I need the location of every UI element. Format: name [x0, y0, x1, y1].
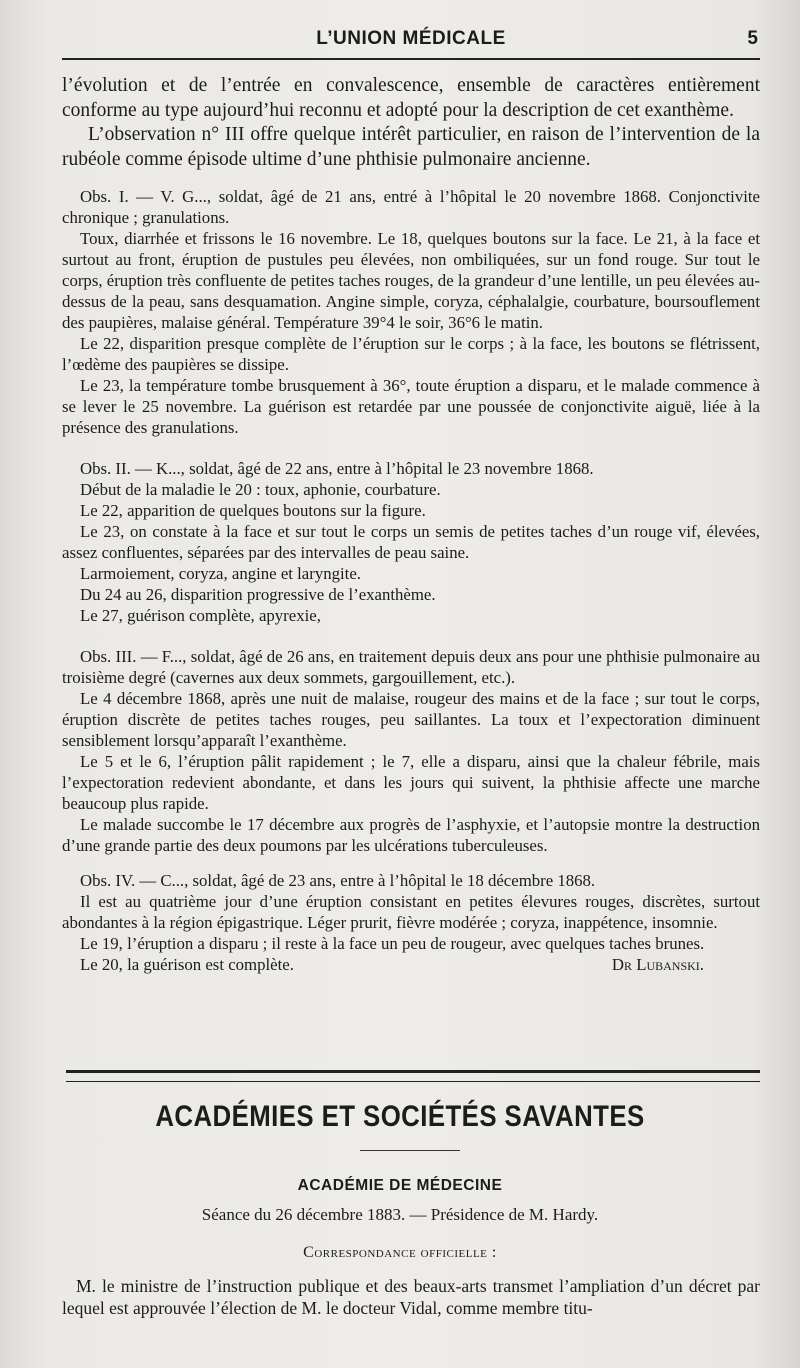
obs4-paragraph: Obs. IV. — C..., soldat, âgé de 23 ans, entre à l’hôpital le 18 décembre 1868. — [80, 871, 596, 890]
article-body — [62, 74, 760, 975]
obs4-paragraph: Il est au quatrième jour d’une éruption consistant en petites élevures rouges, discrètes, surtout abondantes à la région épigastrique. Léger prurit, fièvre modérée ; coryza, inappétence, insomnie. — [62, 892, 760, 932]
observation-3 — [62, 646, 760, 856]
obs3-paragraph: Obs. III. — F..., soldat, âgé de 26 ans, en traitement depuis deux ans pour une phthisie pulmonaire au troisième degré (cavernes aux deux sommets, gargouillement, etc.). — [62, 647, 760, 687]
section-title: ACADÉMIES ET SOCIÉTÉS SAVANTES — [155, 1100, 645, 1133]
page-number: 5 — [747, 28, 758, 49]
obs1-paragraph: Le 23, la température tombe brusquement à 36°, toute éruption a disparu, et le malade commence à se lever le 25 novembre. La guérison est retardée par une poussée de conjonctivite aiguë, liée à la présence des granulations. — [62, 376, 760, 437]
obs2-paragraph: Le 22, apparition de quelques boutons sur la figure. — [80, 501, 426, 520]
obs3-paragraph: Le 5 et le 6, l’éruption pâlit rapidement ; le 7, elle a disparu, ainsi que la chaleur fébrile, mais l’expectoration redevient abondante, et dans les jours qui suivent, la phthisie affecte une marche beaucoup plus rapide. — [62, 752, 760, 813]
final-paragraph: M. le ministre de l’instruction publique et des beaux-arts transmet l’ampliation d’un décret par lequel est approuvée l’élection de M. le docteur Vidal, comme membre titu- — [62, 1276, 760, 1318]
title-underline — [360, 1150, 460, 1151]
obs3-paragraph: Le malade succombe le 17 décembre aux progrès de l’asphyxie, et l’autopsie montre la destruction d’une grande partie des deux poumons par les ulcérations tuberculeuses. — [62, 815, 760, 855]
obs1-paragraph: Le 22, disparition presque complète de l’éruption sur le corps ; à la face, les boutons se flétrissent, l’œdème des paupières se dissipe. — [62, 334, 760, 374]
running-title: L’UNION MÉDICALE — [316, 28, 506, 49]
intro-paragraph-1: l’évolution et de l’entrée en convalescence, ensemble de caractères entièrement conforme au type aujourd’hui reconnu et adopté pour la description de cet exanthème. — [62, 75, 760, 121]
obs3-paragraph: Le 4 décembre 1868, après une nuit de malaise, rougeur des mains et de la face ; sur tout le corps, éruption discrète de petites taches rouges, peu saillantes. La toux et l’expectoration diminuent sensiblement lorsqu’apparaît l’exanthème. — [62, 689, 760, 750]
observation-1 — [62, 186, 760, 438]
intro-paragraph-2: L’observation n° III offre quelque intérêt particulier, en raison de l’intervention de la rubéole comme épisode ultime d’une phthisie pulmonaire ancienne. — [62, 124, 760, 170]
observation-4 — [62, 870, 760, 975]
obs4-paragraph: Le 19, l’éruption a disparu ; il reste à la face un peu de rougeur, avec quelques taches brunes. — [80, 934, 705, 953]
correspondence-heading: Correspondance officielle : — [303, 1244, 497, 1261]
obs4-last-line: Le 20, la guérison est complète. — [80, 955, 294, 974]
obs4-closing-line — [62, 954, 760, 975]
obs1-paragraph: Toux, diarrhée et frissons le 16 novembre. Le 18, quelques boutons sur la face. Le 21, à la face et surtout au front, éruption de pustules peu élevées, non ombiliquées, sur un fond rouge. Sur tout le corps, éruption très confluente de petites taches rouges, de la grandeur d’une lentille, un peu élevées au-dessus de la peau, sans desquamation. Angine simple, coryza, céphalalgie, courbature, boursouflement des paupières, malaise général. Température 39°4 le soir, 36°6 le matin. — [62, 229, 760, 332]
obs2-paragraph: Obs. II. — K..., soldat, âgé de 22 ans, entre à l’hôpital le 23 novembre 1868. — [80, 459, 594, 478]
obs2-paragraph: Le 27, guérison complète, apyrexie, — [80, 606, 321, 625]
obs2-paragraph: Début de la maladie le 20 : toux, aphonie, courbature. — [80, 480, 441, 499]
section-subtitle: ACADÉMIE DE MÉDECINE — [297, 1177, 503, 1194]
obs2-paragraph: Larmoiement, coryza, angine et laryngite. — [80, 564, 361, 583]
section-divider — [66, 1070, 760, 1082]
obs2-paragraph: Du 24 au 26, disparition progressive de l’exanthème. — [80, 585, 436, 604]
seance-line: Séance du 26 décembre 1883. — Présidence de M. Hardy. — [201, 1205, 599, 1224]
obs1-paragraph: Obs. I. — V. G..., soldat, âgé de 21 ans, entré à l’hôpital le 20 novembre 1868. Conjonctivite chronique ; granulations. — [62, 187, 760, 227]
page-header — [62, 22, 760, 60]
author-signature: Dr Lubanski. — [611, 955, 704, 974]
observation-2 — [62, 458, 760, 626]
obs2-paragraph: Le 23, on constate à la face et sur tout le corps un semis de petites taches d’un rouge vif, élevées, assez confluentes, séparées par des intervalles de peau saine. — [62, 522, 760, 562]
